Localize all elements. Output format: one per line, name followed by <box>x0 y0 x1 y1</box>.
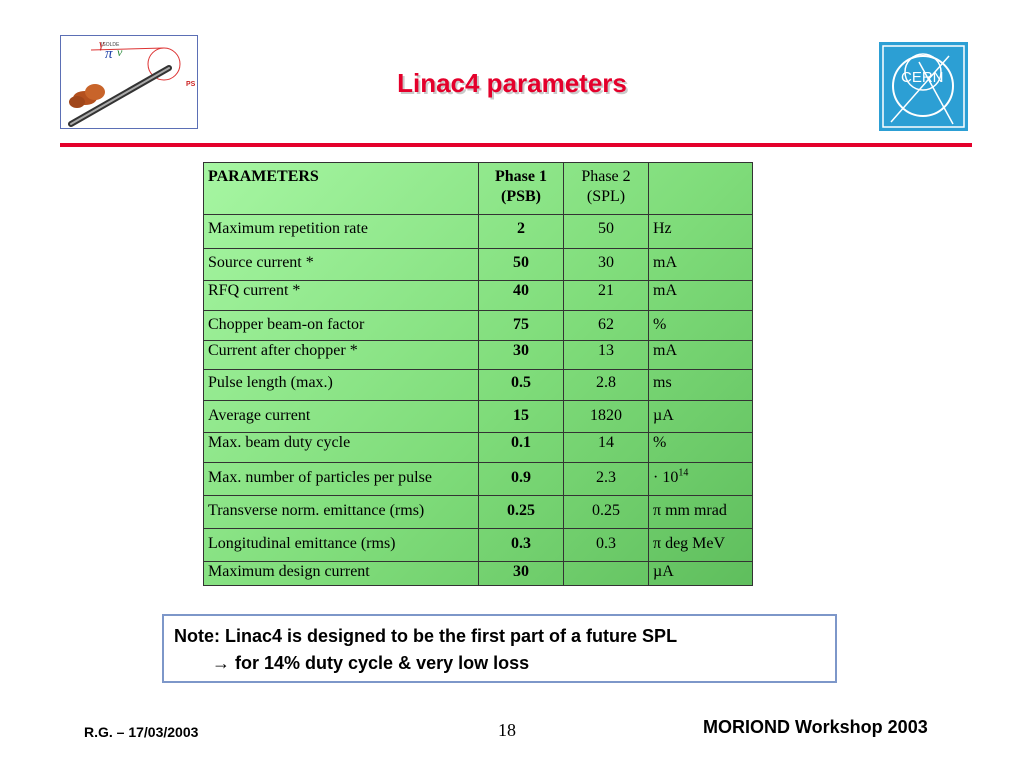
note-box <box>162 614 837 683</box>
cell-unit: mA <box>649 281 753 311</box>
header-phase2 <box>564 163 649 215</box>
cell-phase2: 0.25 <box>564 496 649 529</box>
cell-phase2: 2.8 <box>564 370 649 401</box>
cell-unit: π mm mrad <box>649 496 753 529</box>
cern-label: CERN <box>901 69 944 86</box>
table-row <box>204 401 753 433</box>
note-line-2: → for 14% duty cycle & very low loss <box>212 653 530 673</box>
cell-parameter: Max. number of particles per pulse <box>204 463 479 496</box>
cell-phase2: 2.3 <box>564 463 649 496</box>
cell-unit <box>649 463 753 496</box>
page-number: 18 <box>498 720 516 740</box>
table-row <box>204 463 753 496</box>
table-row <box>204 370 753 401</box>
table-row <box>204 433 753 463</box>
parameters-table <box>203 162 753 586</box>
svg-text:ν: ν <box>117 45 123 59</box>
cell-phase2: 30 <box>564 249 649 281</box>
cell-phase2: 1820 <box>564 401 649 433</box>
svg-text:γ: γ <box>99 36 105 51</box>
header-phase2-line1: Phase 2 <box>581 168 631 185</box>
cell-phase1: 0.5 <box>479 370 564 401</box>
table-row <box>204 529 753 562</box>
table-row <box>204 496 753 529</box>
cell-unit: mA <box>649 341 753 370</box>
cell-phase1: 75 <box>479 311 564 341</box>
cell-parameter: Transverse norm. emittance (rms) <box>204 496 479 529</box>
cell-phase1: 30 <box>479 341 564 370</box>
cell-parameter: Current after chopper * <box>204 341 479 370</box>
cell-phase1: 0.25 <box>479 496 564 529</box>
cell-phase2: 14 <box>564 433 649 463</box>
footer-author-date: R.G. – 17/03/2003 <box>84 724 199 740</box>
svg-text:ISOLDE: ISOLDE <box>101 42 120 48</box>
cell-parameter: Maximum design current <box>204 562 479 586</box>
cell-phase1: 30 <box>479 562 564 586</box>
ps-label: PS <box>186 81 196 88</box>
cell-unit: π deg MeV <box>649 529 753 562</box>
cell-parameter: Max. beam duty cycle <box>204 433 479 463</box>
slide-title: Linac4 parameters <box>397 68 627 98</box>
cell-unit: % <box>649 433 753 463</box>
cell-phase1: 0.3 <box>479 529 564 562</box>
cell-unit: µA <box>649 401 753 433</box>
cell-phase2: 0.3 <box>564 529 649 562</box>
header-phase2-line2: (SPL) <box>586 188 626 205</box>
cell-parameter: RFQ current * <box>204 281 479 311</box>
table-row <box>204 562 753 586</box>
cell-phase2: 62 <box>564 311 649 341</box>
cell-parameter: Pulse length (max.) <box>204 370 479 401</box>
cell-phase2: 50 <box>564 215 649 249</box>
cell-phase1: 15 <box>479 401 564 433</box>
cell-parameter: Average current <box>204 401 479 433</box>
table-row <box>204 341 753 370</box>
cell-parameter: Maximum repetition rate <box>204 215 479 249</box>
table-row <box>204 281 753 311</box>
cell-phase1: 50 <box>479 249 564 281</box>
cell-unit: mA <box>649 249 753 281</box>
unit-text: · 10 <box>653 469 679 486</box>
cell-unit: µA <box>649 562 753 586</box>
header-phase1-line1: Phase 1 <box>495 168 547 185</box>
cell-phase2: 21 <box>564 281 649 311</box>
cell-phase1: 40 <box>479 281 564 311</box>
cell-unit: Hz <box>649 215 753 249</box>
header-phase1 <box>479 163 564 215</box>
cell-phase1: 0.1 <box>479 433 564 463</box>
header-parameters: PARAMETERS <box>204 163 479 215</box>
cell-phase1: 2 <box>479 215 564 249</box>
cell-phase2 <box>564 562 649 586</box>
svg-text:π: π <box>105 46 113 62</box>
cell-unit: % <box>649 311 753 341</box>
note-line-1: Note: Linac4 is designed to be the first part of a future SPL <box>174 626 678 646</box>
cell-parameter: Source current * <box>204 249 479 281</box>
cell-phase1: 0.9 <box>479 463 564 496</box>
unit-exponent: 14 <box>678 467 689 479</box>
cell-parameter: Chopper beam-on factor <box>204 311 479 341</box>
table-row <box>204 215 753 249</box>
cell-parameter: Longitudinal emittance (rms) <box>204 529 479 562</box>
header-unit <box>649 163 753 215</box>
header-phase1-line2: (PSB) <box>501 188 541 205</box>
table-row <box>204 249 753 281</box>
table-row <box>204 311 753 341</box>
table-header-row <box>204 163 753 215</box>
title-divider <box>60 143 972 147</box>
cell-unit: ms <box>649 370 753 401</box>
footer-event: MORIOND Workshop 2003 <box>703 717 928 737</box>
cell-phase2: 13 <box>564 341 649 370</box>
